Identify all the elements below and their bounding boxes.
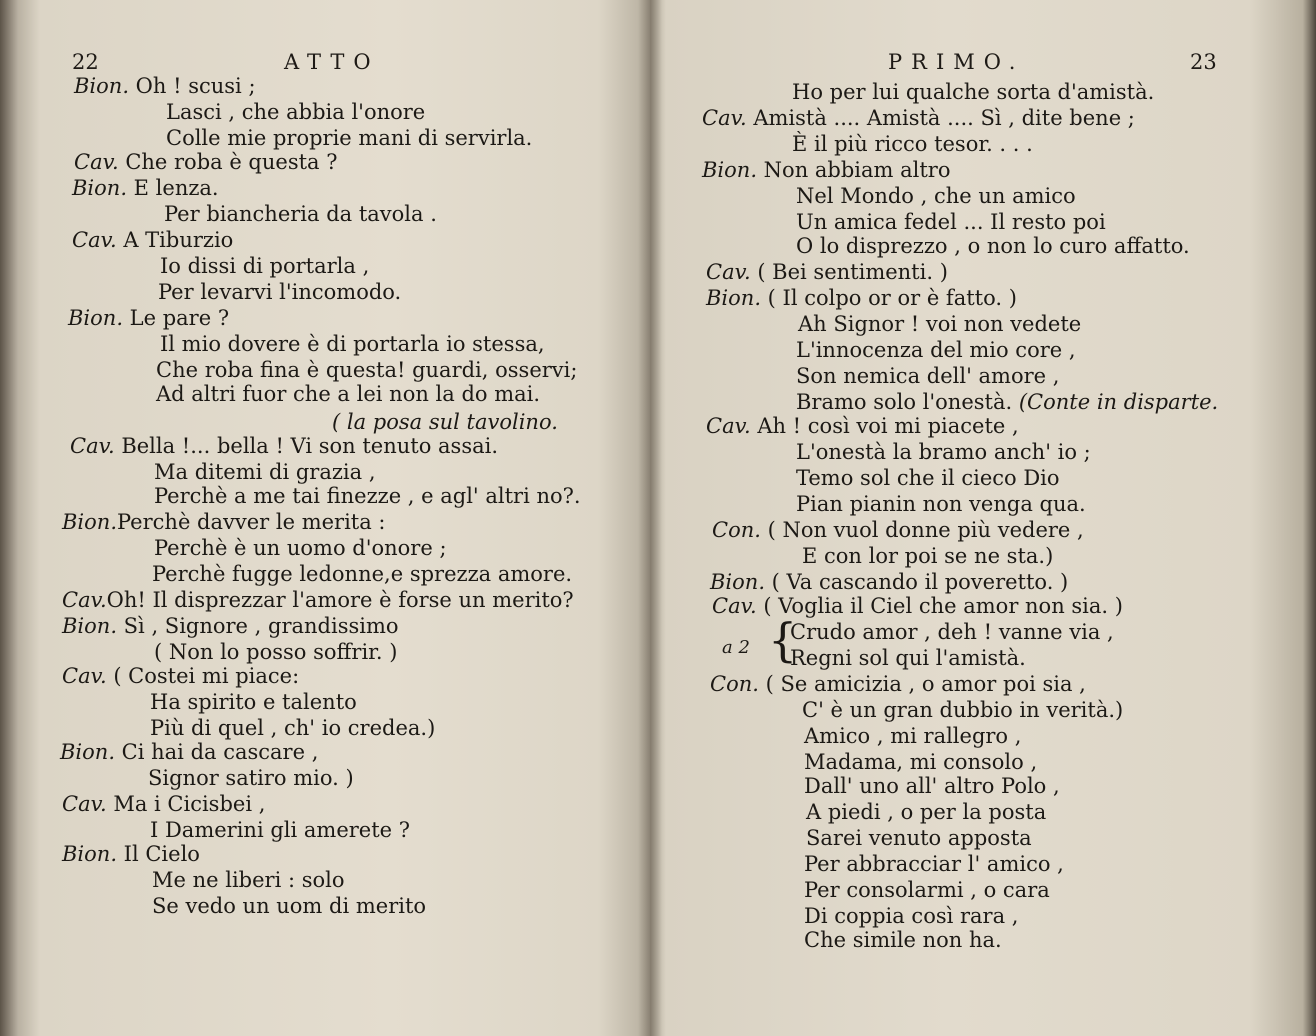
right-line — [796, 390, 1218, 414]
verse-text: L'innocenza del mio core , — [796, 338, 1076, 362]
right-line — [796, 210, 1106, 234]
verse-text: Ah Signor ! voi non vedete — [798, 312, 1082, 336]
verse-text: ( Costei mi piace: — [106, 664, 300, 688]
right-line — [796, 338, 1076, 362]
left-line — [154, 460, 376, 484]
speaker-name: Cav. — [702, 106, 747, 130]
verse-text: Bella !... bella ! Vi son tenuto assai. — [114, 434, 499, 458]
verse-text: Le pare ? — [123, 306, 230, 330]
verse-text: Se vedo un uom di merito — [152, 894, 427, 918]
speaker-name: Bion. — [74, 74, 129, 98]
verse-text: Me ne liberi : solo — [152, 868, 345, 892]
left-line — [70, 434, 498, 458]
right-line — [796, 492, 1086, 516]
right-running-title: PRIMO. — [888, 50, 1025, 74]
verse-text: Per levarvi l'incomodo. — [158, 280, 402, 304]
left-line — [160, 254, 369, 278]
right-line — [792, 132, 1033, 156]
verse-text: Non abbiam altro — [757, 158, 951, 182]
verse-text: Di coppia così rara , — [804, 904, 1019, 928]
verse-text: E con lor poi se ne sta.) — [802, 544, 1054, 568]
right-line — [804, 878, 1050, 902]
verse-text: ( Non vuol donne più vedere , — [760, 518, 1084, 542]
left-line — [148, 766, 354, 790]
left-line — [72, 228, 233, 252]
left-line — [72, 176, 219, 200]
verse-text: Crudo amor , deh ! vanne via , — [790, 620, 1114, 644]
verse-text: Regni sol qui l'amistà. — [790, 646, 1026, 670]
verse-text: Il mio dovere è di portarla io stessa, — [160, 332, 545, 356]
left-line — [152, 562, 572, 586]
right-line — [706, 260, 948, 284]
verse-text: C' è un gran dubbio in verità.) — [802, 698, 1124, 722]
right-line — [790, 620, 1114, 644]
left-line — [152, 868, 345, 892]
stage-direction: ( la posa sul tavolino. — [332, 410, 558, 434]
verse-text: Temo sol che il cieco Dio — [796, 466, 1060, 490]
verse-text: L'onestà la bramo anch' io ; — [796, 440, 1091, 464]
verse-text: ( Non lo posso soffrir. ) — [154, 640, 398, 664]
verse-text: Amico , mi rallegro , — [804, 724, 1022, 748]
speaker-name: Bion. — [706, 286, 761, 310]
right-line — [804, 774, 1060, 798]
verse-text: ( Bei sentimenti. ) — [750, 260, 948, 284]
verse-text: Che simile non ha. — [804, 928, 1002, 952]
right-line — [804, 852, 1064, 876]
right-line — [702, 158, 950, 182]
right-line — [710, 672, 1086, 696]
verse-text: ( Voglia il Ciel che amor non sia. ) — [756, 594, 1123, 618]
verse-text: Più di quel , ch' io credea.) — [150, 716, 436, 740]
verse-text: Ma ditemi di grazia , — [154, 460, 376, 484]
right-line — [802, 544, 1053, 568]
left-line — [156, 382, 540, 406]
book-gutter — [638, 0, 662, 1036]
speaker-name: Cav. — [62, 588, 107, 612]
speaker-name: Cav. — [62, 792, 107, 816]
right-line — [796, 184, 1076, 208]
a2-label: a 2 — [722, 637, 750, 658]
right-line — [796, 234, 1190, 258]
verse-text: A piedi , o per la posta — [806, 800, 1047, 824]
verse-text: Pian pianin non venga qua. — [796, 492, 1086, 516]
right-line — [710, 570, 1068, 594]
right-line — [796, 466, 1060, 490]
left-line — [166, 126, 532, 150]
verse-text: Colle mie proprie mani di servirla. — [166, 126, 533, 150]
verse-text: Nel Mondo , che un amico — [796, 184, 1076, 208]
right-line — [804, 904, 1018, 928]
right-line — [706, 414, 1019, 438]
speaker-name: Con. — [710, 672, 759, 696]
verse-text: Per biancheria da tavola . — [164, 202, 437, 226]
right-line — [790, 646, 1026, 670]
left-line — [152, 894, 426, 918]
speaker-name: Cav. — [70, 434, 115, 458]
left-line — [60, 740, 318, 764]
right-line — [804, 750, 1037, 774]
speaker-name: Cav. — [706, 414, 751, 438]
verse-text: A Tiburzio — [116, 228, 234, 252]
left-line — [62, 588, 574, 612]
verse-text: Ho per lui qualche sorta d'amistà. — [792, 80, 1155, 104]
left-line — [68, 306, 229, 330]
verse-text: ( Va cascando il poveretto. ) — [765, 570, 1069, 594]
speaker-name: Cav. — [62, 664, 107, 688]
verse-text: O lo disprezzo , o non lo curo affatto. — [796, 234, 1190, 258]
verse-text: Madama, mi consolo , — [804, 750, 1038, 774]
verse-text: Bramo solo l'onestà. — [796, 390, 1013, 414]
verse-text: Sarei venuto apposta — [806, 826, 1032, 850]
verse-text: ( Se amicizia , o amor poi sia , — [758, 672, 1086, 696]
verse-text: I Damerini gli amerete ? — [150, 818, 411, 842]
verse-text: Amistà .... Amistà .... Sì , dite bene ; — [746, 106, 1135, 130]
speaker-name: Bion. — [62, 614, 117, 638]
speaker-name: Bion. — [62, 842, 117, 866]
verse-text: Perchè è un uomo d'onore ; — [154, 536, 447, 560]
verse-text: È il più ricco tesor. . . . — [792, 132, 1033, 156]
speaker-name: Cav. — [706, 260, 751, 284]
left-line — [154, 536, 447, 560]
right-line — [796, 364, 1059, 388]
right-line — [804, 928, 1002, 952]
left-line — [164, 202, 437, 226]
right-line — [792, 80, 1154, 104]
speaker-name: Cav. — [72, 228, 117, 252]
a2-brace: { — [768, 613, 798, 667]
verse-text: Per consolarmi , o cara — [804, 878, 1050, 902]
verse-text: Oh! Il disprezzar l'amore è forse un merito? — [106, 588, 574, 612]
verse-text: Ci hai da cascare , — [115, 740, 319, 764]
verse-text: Per abbracciar l' amico , — [804, 852, 1064, 876]
left-line — [156, 358, 577, 382]
left-line — [166, 100, 425, 124]
verse-text: Ad altri fuor che a lei non la do mai. — [156, 382, 541, 406]
right-line — [798, 312, 1081, 336]
left-line — [62, 614, 399, 638]
left-line — [154, 640, 397, 664]
left-line — [160, 332, 545, 356]
speaker-name: Bion. — [72, 176, 127, 200]
verse-text: Perchè fugge ledonne,e sprezza amore. — [152, 562, 573, 586]
left-line — [74, 74, 256, 98]
verse-text: Oh ! scusi ; — [129, 74, 256, 98]
verse-text: Dall' uno all' altro Polo , — [804, 774, 1060, 798]
left-line — [150, 818, 410, 842]
speaker-name: Cav. — [712, 594, 757, 618]
verse-text: Lasci , che abbia l'onore — [166, 100, 426, 124]
left-line — [62, 842, 200, 866]
right-line — [806, 826, 1032, 850]
speaker-name: Bion. — [68, 306, 123, 330]
right-line — [712, 518, 1084, 542]
verse-text: Perchè a me tai finezze , e agl' altri no?. — [154, 484, 581, 508]
verse-text: E lenza. — [127, 176, 219, 200]
left-page-number: 22 — [72, 50, 99, 74]
left-running-title: ATTO — [284, 50, 380, 74]
speaker-name: Bion. — [710, 570, 765, 594]
right-line — [796, 440, 1091, 464]
left-line — [62, 510, 386, 534]
right-line — [706, 286, 1017, 310]
left-line — [154, 484, 581, 508]
speaker-name: Bion. — [62, 510, 117, 534]
speaker-name: Bion. — [702, 158, 757, 182]
right-page-number: 23 — [1190, 50, 1217, 74]
verse-text: Ah ! così voi mi piacete , — [750, 414, 1019, 438]
verse-text: Ma i Cicisbei , — [106, 792, 266, 816]
verse-text: Un amica fedel ... Il resto poi — [796, 210, 1106, 234]
verse-text: Son nemica dell' amore , — [796, 364, 1060, 388]
left-line — [332, 410, 558, 434]
right-line — [802, 698, 1123, 722]
verse-text: Signor satiro mio. ) — [148, 766, 354, 790]
speaker-name: Con. — [712, 518, 761, 542]
left-line — [150, 716, 435, 740]
stage-direction: (Conte in disparte. — [1012, 390, 1219, 414]
verse-text: ( Il colpo or or è fatto. ) — [761, 286, 1017, 310]
right-line — [804, 724, 1021, 748]
speaker-name: Cav. — [74, 150, 119, 174]
verse-text: Il Cielo — [117, 842, 200, 866]
right-line — [702, 106, 1135, 130]
verse-text: Sì , Signore , grandissimo — [117, 614, 399, 638]
verse-text: Ha spirito e talento — [150, 690, 357, 714]
left-line — [150, 690, 357, 714]
verse-text: Io dissi di portarla , — [160, 254, 370, 278]
verse-text: Perchè davver le merita : — [117, 510, 386, 534]
verse-text: Che roba fina è questa! guardi, osservi; — [156, 358, 578, 382]
left-line — [74, 150, 338, 174]
verse-text: Che roba è questa ? — [118, 150, 338, 174]
speaker-name: Bion. — [60, 740, 115, 764]
left-line — [158, 280, 401, 304]
right-line — [806, 800, 1046, 824]
left-line — [62, 792, 265, 816]
left-line — [62, 664, 299, 688]
